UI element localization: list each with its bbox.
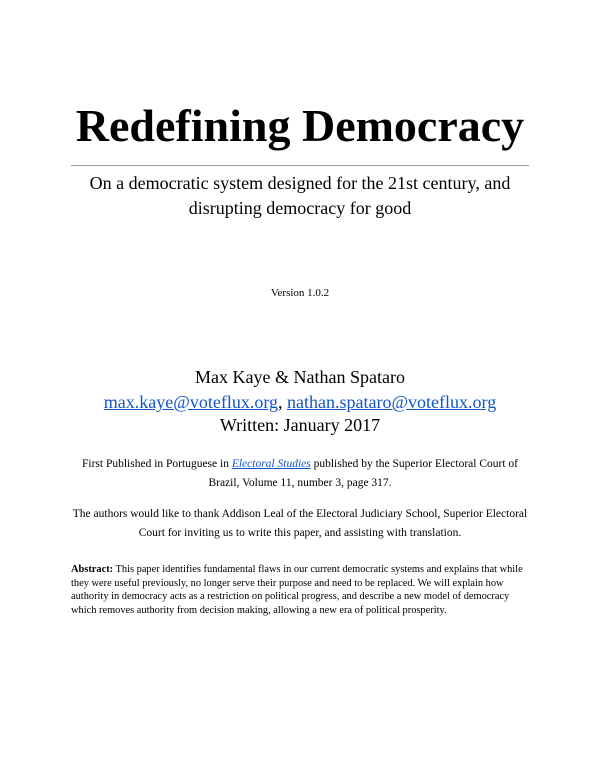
publication-prefix: First Published in Portuguese in [82,458,232,470]
email-link-nathan-spataro[interactable]: nathan.spataro@voteflux.org [287,392,497,412]
document-subtitle: On a democratic system designed for the 21st century, and disrupting democracy for good [89,173,511,218]
abstract-paragraph [71,563,531,617]
authors-line: Max Kaye & Nathan Spataro [195,367,405,387]
publication-suffix: published by the Superior Electoral Court of Brazil, Volume 11, number 3, page 317. [208,458,518,489]
email-separator: , [278,392,287,412]
author-emails [0,391,600,413]
written-date: Written: January 2017 [219,415,381,435]
abstract-label: Abstract: [71,564,114,575]
version-label: Version 1.0.2 [270,287,330,299]
acknowledgement-note: The authors would like to thank Addison Leal of the Electoral Judiciary School, Superior Electoral Court for inviting us to write this paper, and assisting with translation. [72,508,528,539]
journal-link-electoral-studies[interactable]: Electoral Studies [231,458,311,470]
title-divider [71,165,529,166]
publication-note [70,455,530,493]
document-title: Redefining Democracy [75,100,525,151]
email-link-max-kaye[interactable]: max.kaye@voteflux.org [103,392,278,412]
abstract-text: This paper identifies fundamental flaws in our current democratic systems and explains that while they were useful previously, no longer serve their purpose and need to be replaced. We will explain how authority in democracy acts as a restriction on political progress, and describe a new model of democracy which removes authority from decision making, allowing a new era of political prosperity. [71,564,523,616]
